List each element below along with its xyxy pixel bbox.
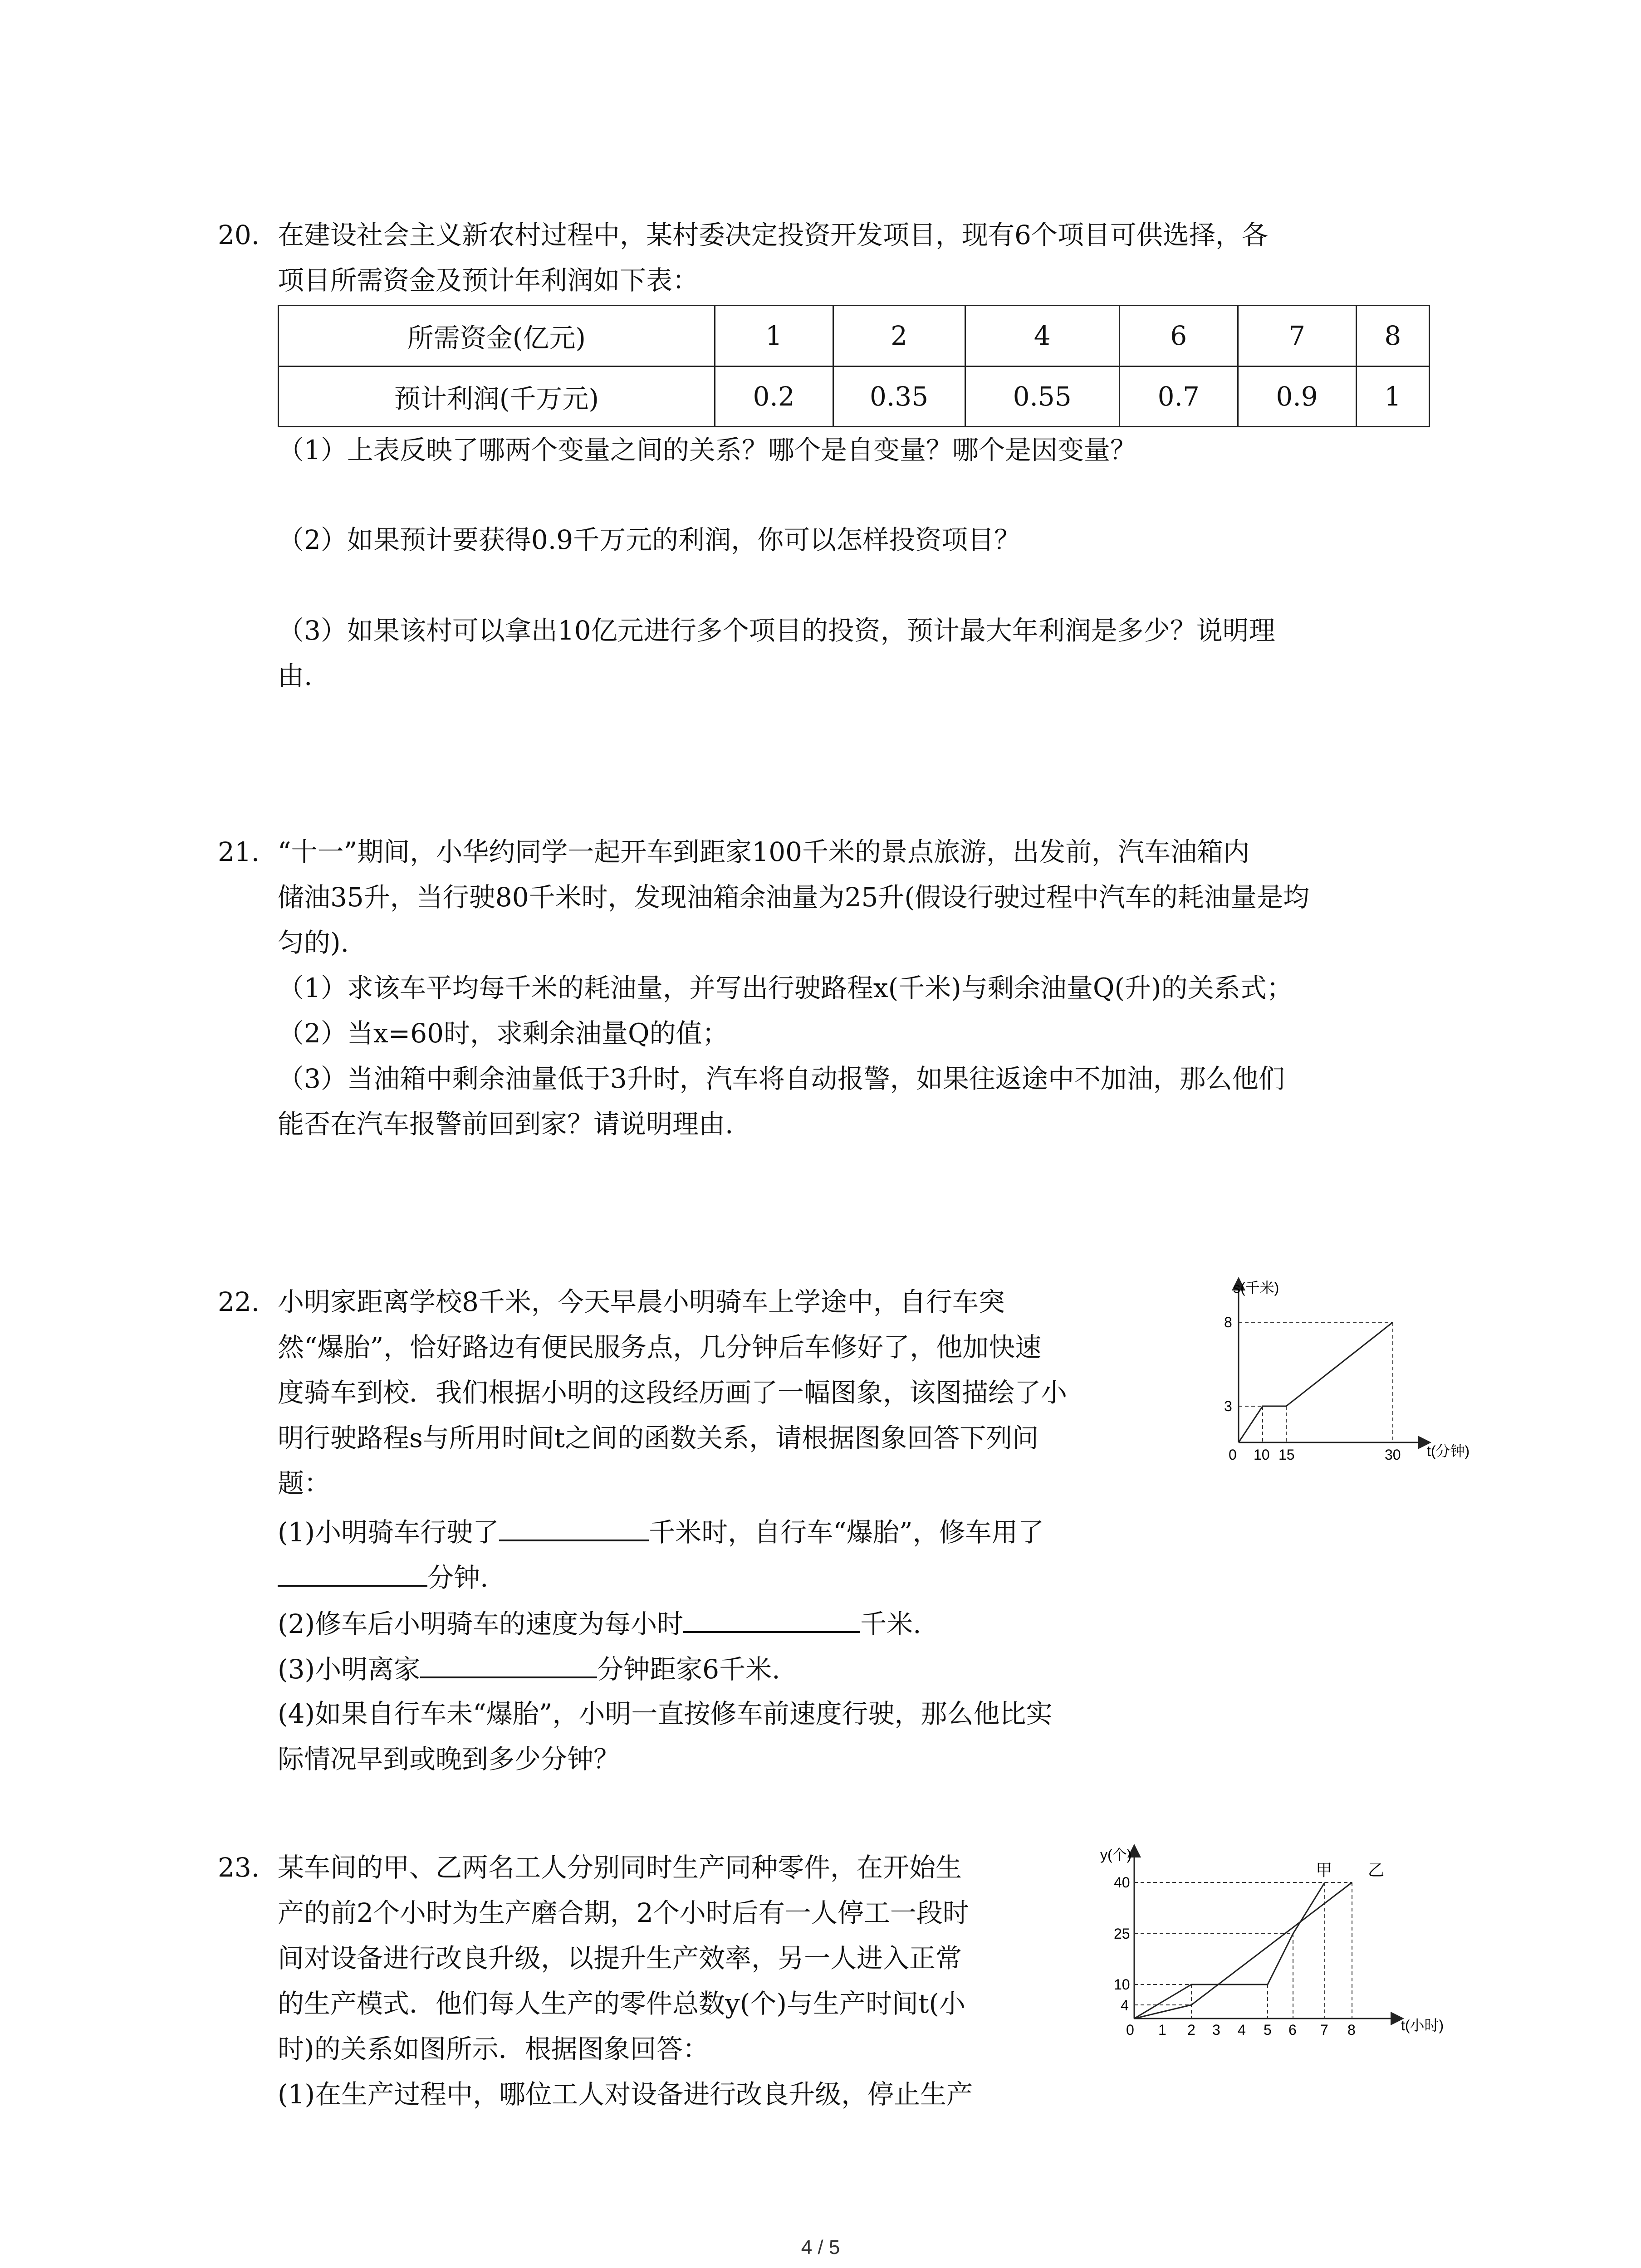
q20-part3-line2: 由. bbox=[278, 660, 313, 691]
table-cell: 4 bbox=[965, 306, 1119, 367]
q21-number: 21. bbox=[218, 836, 260, 867]
q22-part1-line2 bbox=[278, 1558, 488, 1596]
table-cell: 0.55 bbox=[965, 366, 1119, 427]
x-tick-label: 30 bbox=[1385, 1447, 1401, 1463]
table-cell: 1 bbox=[1356, 366, 1429, 427]
q22-line1: 小明家距离学校8千米，今天早晨小明骑车上学途中，自行车突 bbox=[278, 1286, 1005, 1317]
table-cell: 0.35 bbox=[833, 366, 965, 427]
table-row bbox=[279, 306, 1430, 367]
q23-line6: (1)在生产过程中，哪位工人对设备进行改良升级，停止生产 bbox=[278, 2079, 973, 2110]
q21-line2: 储油35升，当行驶80千米时，发现油箱余油量为25升(假设行驶过程中汽车的耗油量是均 bbox=[278, 882, 1310, 913]
table-cell: 0.2 bbox=[715, 366, 833, 427]
y-axis-label: y(个) bbox=[1100, 1847, 1132, 1863]
q22-line2: 然“爆胎”，恰好路边有便民服务点，几分钟后车修好了，他加快速 bbox=[278, 1332, 1042, 1363]
q23-line1: 某车间的甲、乙两名工人分别同时生产同种零件，在开始生 bbox=[278, 1852, 962, 1883]
q22-line3: 度骑车到校．我们根据小明的这段经历画了一幅图象，该图描绘了小 bbox=[278, 1377, 1068, 1408]
q23-number: 23. bbox=[218, 1852, 260, 1883]
q22-part4-line1: (4)如果自行车未“爆胎”，小明一直按修车前速度行驶，那么他比实 bbox=[278, 1698, 1053, 1729]
q22-part2 bbox=[278, 1604, 921, 1642]
q23-line3: 间对设备进行改良升级，以提升生产效率，另一人进入正常 bbox=[278, 1943, 962, 1974]
x-tick-label: 1 bbox=[1158, 2022, 1166, 2038]
label-yi: 乙 bbox=[1368, 1861, 1385, 1879]
x-tick-label: 2 bbox=[1187, 2022, 1195, 2038]
answer-blank[interactable] bbox=[278, 1558, 427, 1587]
q20-part1: （1）上表反映了哪两个变量之间的关系？哪个是自变量？哪个是因变量？ bbox=[278, 435, 1136, 465]
table-row-label: 所需资金(亿元) bbox=[279, 306, 715, 367]
y-tick-label: 40 bbox=[1114, 1874, 1130, 1891]
q20-intro-line2: 项目所需资金及预计年利润如下表： bbox=[278, 265, 699, 296]
table-cell: 2 bbox=[833, 306, 965, 367]
table-cell: 6 bbox=[1119, 306, 1238, 367]
q23-line5: 时)的关系如图所示．根据图象回答： bbox=[278, 2033, 709, 2064]
q21-part3-line1: （3）当油箱中剩余油量低于3升时，汽车将自动报警，如果往返途中不加油，那么他们 bbox=[278, 1063, 1285, 1094]
q21-part2: （2）当x=60时，求剩余油量Q的值； bbox=[278, 1018, 729, 1049]
q22-part1-suffix: 千米时，自行车“爆胎”，修车用了 bbox=[649, 1517, 1044, 1548]
q21-line1: “十一”期间，小华约同学一起开车到距家100千米的景点旅游，出发前，汽车油箱内 bbox=[278, 836, 1250, 867]
table-cell: 1 bbox=[715, 306, 833, 367]
x-tick-label: 10 bbox=[1254, 1447, 1270, 1463]
answer-blank[interactable] bbox=[499, 1512, 649, 1541]
y-tick-label: 10 bbox=[1114, 1976, 1130, 1993]
q20-table bbox=[278, 305, 1430, 427]
y-tick-label: 4 bbox=[1121, 1997, 1129, 2014]
q21-part1: （1）求该车平均每千米的耗油量，并写出行驶路程x(千米)与剩余油量Q(升)的关系式； bbox=[278, 973, 1293, 1003]
q22-part3 bbox=[278, 1649, 780, 1687]
x-tick-label: 0 bbox=[1126, 2022, 1134, 2038]
table-cell: 0.9 bbox=[1238, 366, 1356, 427]
q20-intro-line1: 在建设社会主义新农村过程中，某村委决定投资开发项目，现有6个项目可供选择，各 bbox=[278, 220, 1268, 250]
label-jia: 甲 bbox=[1316, 1861, 1332, 1879]
q22-number: 22. bbox=[218, 1286, 260, 1317]
distance-line bbox=[1239, 1322, 1393, 1442]
x-axis-label: t(小时) bbox=[1401, 2017, 1444, 2033]
q22-line5: 题： bbox=[278, 1468, 331, 1499]
x-tick-label: 5 bbox=[1264, 2022, 1272, 2038]
table-cell: 7 bbox=[1238, 306, 1356, 367]
q22-graph bbox=[1207, 1275, 1488, 1474]
q22-part2-prefix: (2)修车后小明骑车的速度为每小时 bbox=[278, 1608, 684, 1639]
x-axis-label: t(分钟) bbox=[1427, 1443, 1470, 1459]
q23-line4: 的生产模式．他们每人生产的零件总数y(个)与生产时间t(小 bbox=[278, 1988, 965, 2019]
q20-part2: （2）如果预计要获得0.9千万元的利润，你可以怎样投资项目？ bbox=[278, 524, 1021, 555]
x-tick-label: 4 bbox=[1238, 2022, 1246, 2038]
q22-part3-suffix: 分钟距家6千米. bbox=[597, 1654, 780, 1685]
worker-yi-line bbox=[1134, 1882, 1352, 2019]
answer-blank[interactable] bbox=[420, 1649, 597, 1678]
y-tick-label: 8 bbox=[1224, 1314, 1232, 1330]
q22-line4: 明行驶路程s与所用时间t之间的函数关系，请根据图象回答下列问 bbox=[278, 1422, 1039, 1453]
q22-part2-suffix: 千米. bbox=[860, 1608, 921, 1639]
x-tick-label: 0 bbox=[1229, 1447, 1237, 1463]
q22-part1-line1 bbox=[278, 1512, 1044, 1550]
q22-part1-prefix: (1)小明骑车行驶了 bbox=[278, 1517, 500, 1548]
q21-part3-line2: 能否在汽车报警前回到家？请说明理由. bbox=[278, 1109, 734, 1139]
table-row bbox=[279, 366, 1430, 427]
table-cell: 0.7 bbox=[1119, 366, 1238, 427]
x-tick-label: 7 bbox=[1320, 2022, 1328, 2038]
page-number: 4 / 5 bbox=[801, 2236, 840, 2258]
q23-line2: 产的前2个小时为生产磨合期，2个小时后有一人停工一段时 bbox=[278, 1897, 969, 1928]
q20-number: 20. bbox=[218, 220, 260, 250]
q22-part3-prefix: (3)小明离家 bbox=[278, 1654, 421, 1685]
table-row-label: 预计利润(千万元) bbox=[279, 366, 715, 427]
q21-line3: 匀的). bbox=[278, 927, 349, 958]
q20-part3-line1: （3）如果该村可以拿出10亿元进行多个项目的投资，预计最大年利润是多少？说明理 bbox=[278, 615, 1275, 646]
answer-blank[interactable] bbox=[683, 1604, 860, 1633]
x-tick-label: 6 bbox=[1288, 2022, 1297, 2038]
q23-graph bbox=[1089, 1842, 1497, 2068]
y-tick-label: 3 bbox=[1224, 1398, 1232, 1414]
q22-part4-line2: 际情况早到或晚到多少分钟？ bbox=[278, 1744, 620, 1774]
x-tick-label: 15 bbox=[1279, 1447, 1295, 1463]
worker-jia-line bbox=[1134, 1882, 1325, 2019]
x-tick-label: 3 bbox=[1212, 2022, 1220, 2038]
y-tick-label: 25 bbox=[1114, 1926, 1130, 1942]
y-axis-label: s(千米) bbox=[1233, 1280, 1279, 1296]
table-cell: 8 bbox=[1356, 306, 1429, 367]
q22-part1-end: 分钟. bbox=[427, 1562, 489, 1593]
x-tick-label: 8 bbox=[1347, 2022, 1356, 2038]
